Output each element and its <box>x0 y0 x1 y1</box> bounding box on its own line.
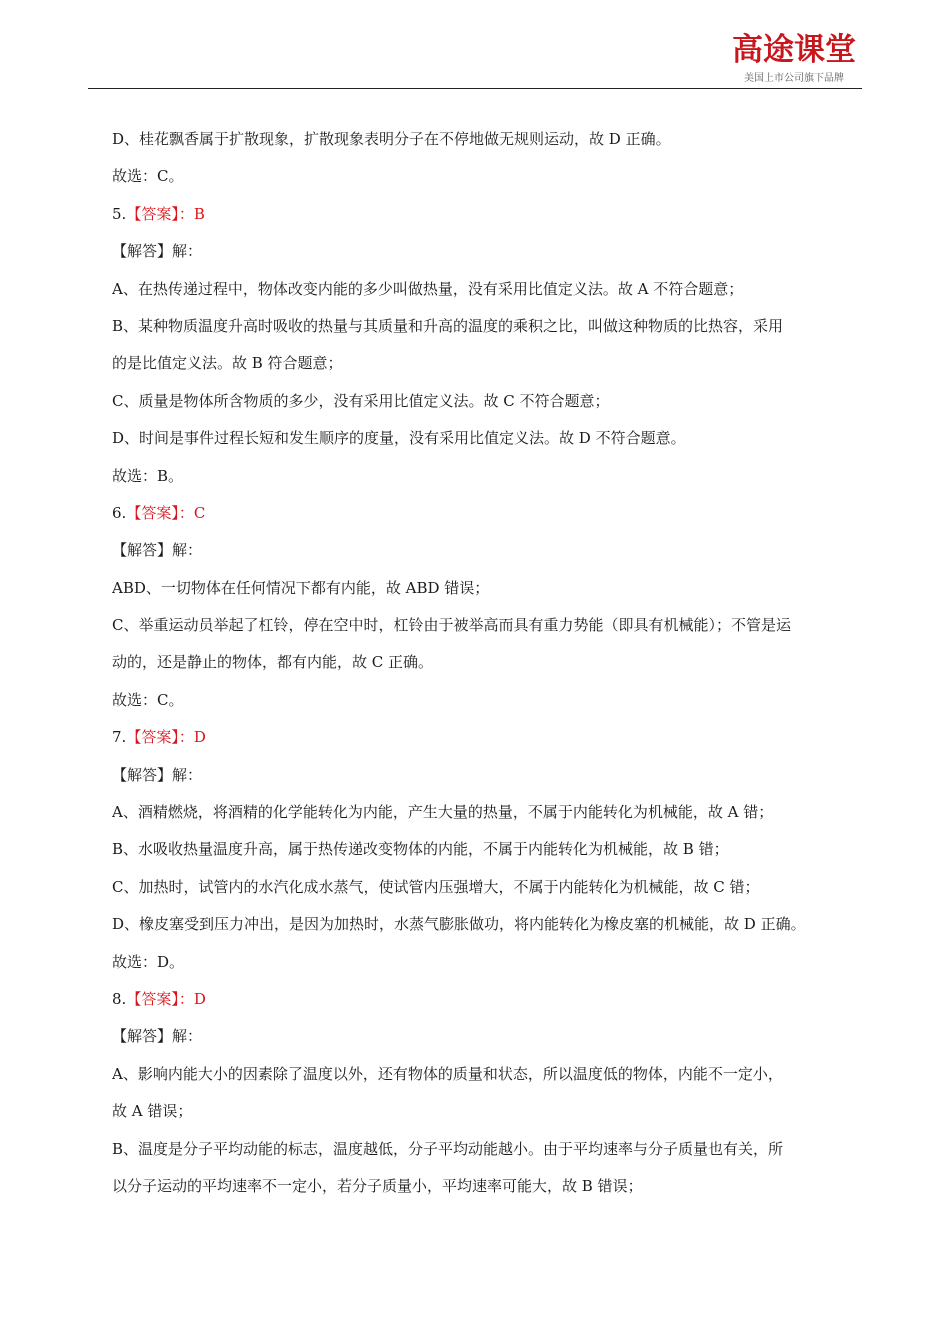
text-line: 故选：C。 <box>112 167 184 186</box>
brand-logo <box>728 30 860 86</box>
answer-line <box>112 495 862 532</box>
answer-value: B <box>193 204 205 223</box>
text-line: 【解答】解： <box>112 765 203 784</box>
document-body <box>112 121 862 1205</box>
logo-subtitle: 美国上市公司旗下品牌 <box>744 73 844 84</box>
answer-line <box>112 196 862 233</box>
text-line: 故 A 错误； <box>112 1102 193 1121</box>
text-line: D、时间是事件过程长短和发生顺序的度量，没有采用比值定义法。故 D 不符合题意。 <box>112 429 686 448</box>
text-line: ABD、一切物体在任何情况下都有内能，故 ABD 错误； <box>112 578 490 597</box>
question-number: 5. <box>112 204 127 223</box>
text-line: C、加热时，试管内的水汽化成水蒸气，使试管内压强增大，不属于内能转化为机械能，故 C 错； <box>112 877 760 896</box>
text-line: 以分子运动的平均速率不一定小，若分子质量小，平均速率可能大，故 B 错误； <box>112 1176 643 1195</box>
text-line: 的是比值定义法。故 B 符合题意； <box>112 354 343 373</box>
answer-label: 【答案】： <box>126 989 194 1008</box>
text-line: 【解答】解： <box>112 541 203 560</box>
text-line: 故选：D。 <box>112 952 185 971</box>
question-number: 6. <box>112 503 127 522</box>
text-line: A、影响内能大小的因素除了温度以外，还有物体的质量和状态，所以温度低的物体，内能不一定小， <box>112 1064 783 1083</box>
answer-value: D <box>193 728 206 747</box>
text-line: 动的，还是静止的物体，都有内能，故 C 正确。 <box>112 653 434 672</box>
text-line: C、质量是物体所含物质的多少，没有采用比值定义法。故 C 不符合题意； <box>112 391 610 410</box>
answer-label: 【答案】： <box>126 204 194 223</box>
text-line: 故选：C。 <box>112 690 184 709</box>
text-line: 【解答】解： <box>112 242 203 261</box>
text-line: 【解答】解： <box>112 1027 203 1046</box>
answer-value: D <box>193 989 206 1008</box>
answer-label: 【答案】： <box>126 728 194 747</box>
text-line: B、温度是分子平均动能的标志，温度越低，分子平均动能越小。由于平均速率与分子质量也有关，所 <box>112 1139 784 1158</box>
text-line: B、水吸收热量温度升高，属于热传递改变物体的内能，不属于内能转化为机械能，故 B 错； <box>112 840 729 859</box>
question-number: 8. <box>112 989 127 1008</box>
text-line: B、某种物质温度升高时吸收的热量与其质量和升高的温度的乘积之比，叫做这种物质的比热容，采用 <box>112 316 784 335</box>
answer-value: C <box>193 503 206 522</box>
answer-line <box>112 719 862 756</box>
header-divider <box>88 88 862 89</box>
text-line: 故选：B。 <box>112 466 184 485</box>
text-line: A、在热传递过程中，物体改变内能的多少叫做热量，没有采用比值定义法。故 A 不符合题意； <box>112 279 744 298</box>
logo-title: 高途课堂 <box>732 32 856 68</box>
answer-label: 【答案】： <box>126 503 194 522</box>
text-line: A、酒精燃烧，将酒精的化学能转化为内能，产生大量的热量，不属于内能转化为机械能，故 A 错； <box>112 803 774 822</box>
text-line: D、橡皮塞受到压力冲出，是因为加热时，水蒸气膨胀做功，将内能转化为橡皮塞的机械能，故 D 正确。 <box>112 915 806 934</box>
question-number: 7. <box>112 728 127 747</box>
text-line: C、举重运动员举起了杠铃，停在空中时，杠铃由于被举高而具有重力势能（即具有机械能）；不管是运 <box>112 616 791 635</box>
text-line: D、桂花飘香属于扩散现象，扩散现象表明分子在不停地做无规则运动，故 D 正确。 <box>112 130 671 148</box>
answer-line <box>112 981 862 1018</box>
